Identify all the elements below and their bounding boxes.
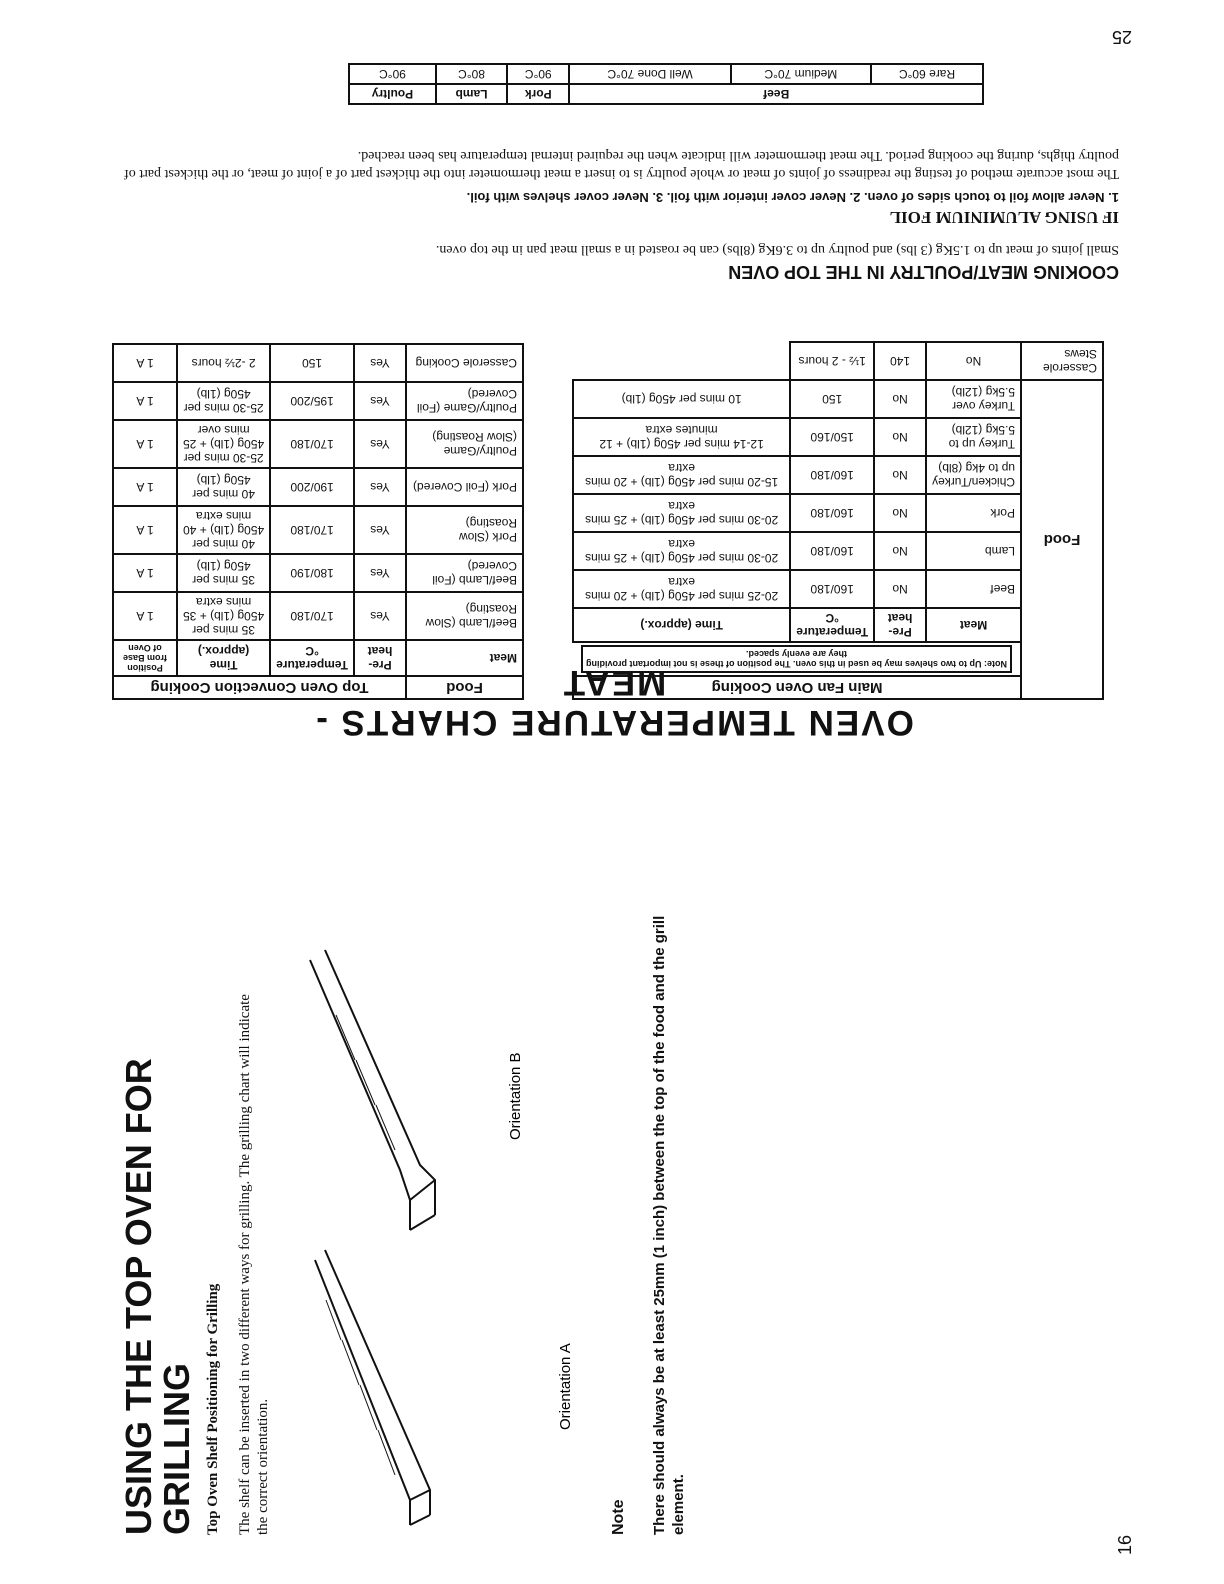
main-fan-oven-note: Note: Up to two shelves may be used in this oven. The position of these is not important providing they are evenly spaced. <box>581 645 1012 673</box>
table-row: Casserole Cooking Yes 150 2 -2½ hours 1 A <box>113 344 523 382</box>
col-time: Time (approx.) <box>573 608 790 642</box>
foil-title: IF USING ALUMINIUM FOIL <box>889 208 1119 227</box>
table-row: Poultry/Game (Slow Roasting) Yes 170/180 25-30 mins per 450g (1lb) + 25 mins over 1 A <box>113 420 523 468</box>
table-row: Turkey over 5.5kg (12lb) No 150 10 mins per 450g (1lb) <box>573 380 1103 418</box>
cooking-top-oven-title: COOKING MEAT/POULTRY IN THE TOP OVEN <box>728 262 1119 282</box>
table-row: Pork (Foil Covered) Yes 190/200 40 mins per 450g (1lb) 1 A <box>113 468 523 506</box>
shelf-orientation-diagram <box>270 790 590 1560</box>
poultry-temp: 90°C <box>349 64 436 84</box>
col-meat: Meat <box>406 640 523 676</box>
table-row: Turkey up to 5.5kg (12lb) No 150/160 12-14 mins per 450g (1lb) + 12 minutes extra <box>573 418 1103 456</box>
pork-temp: 90°C <box>507 64 569 84</box>
grilling-subtitle: Top Oven Shelf Positioning for Grilling <box>205 1283 221 1535</box>
table-row: Pork (Slow Roasting) Yes 170/180 40 mins per 450g (1lb) + 40 mins extra 1 A <box>113 506 523 554</box>
page-title: OVEN TEMPERATURE CHARTS - MEAT <box>314 663 914 742</box>
header-pork: Pork <box>507 84 569 104</box>
table-row: Pork No 160/180 20-30 mins per 450g (1lb) + 25 mins extra <box>573 494 1103 532</box>
beef-well-done: Well Done 70°C <box>569 64 730 84</box>
table-row: Casserole Stews No 140 1½ - 2 hours <box>573 342 1103 380</box>
foil-text: 1. Never allow foil to touch sides of oven. 2. Never cover interior with foil. 3. Never cover shelves with foil. <box>466 190 1119 205</box>
thermometer-text: The most accurate method of testing the readiness of joints of meat or whole poultry is to insert a meat thermometer into the thickest part of a joint of meat, or the thickest part of poultry thighs, during the cooking period. The meat thermometer will indicate when the required internal temperature has been reached. <box>124 148 1119 181</box>
col-temperature: Temperature °C <box>270 640 354 676</box>
header-lamb: Lamb <box>436 84 507 104</box>
main-fan-oven-title: Main Fan Oven Cooking <box>573 676 1021 699</box>
top-oven-title: Top Oven Convection Cooking <box>113 676 406 699</box>
col-preheat: Pre-heat <box>354 640 406 676</box>
table-row: Chicken/Turkey up to 4kg (8lb) No 160/180 15-20 mins per 450g (1lb) + 20 mins extra <box>573 456 1103 494</box>
table-row: Beef/Lamb (Foil Covered) Yes 180/190 35 mins per 450g (1lb) 1 A <box>113 554 523 592</box>
col-temperature: Temperature °C <box>790 608 874 642</box>
page-number-lower: 16 <box>1115 1534 1135 1555</box>
food-header: Food <box>1021 380 1103 699</box>
table-row: Beef/Lamb (Slow Roasting) Yes 170/180 35 mins per 450g (1lb) + 35 mins extra 1 A <box>113 592 523 640</box>
cooking-top-oven-text: Small joints of meat up to 1.5Kg (3 lbs) and poultry up to 3.6Kg (8lbs) can be roasted in a small meat pan in the top oven. <box>435 242 1119 257</box>
lower-page <box>80 790 1160 1560</box>
top-oven-food-header: Food <box>406 676 523 699</box>
header-beef: Beef <box>569 84 983 104</box>
page-number: 25 <box>1111 27 1132 47</box>
top-oven-table <box>112 343 524 700</box>
grilling-title: USING THE TOP OVEN FOR GRILLING <box>118 1058 197 1535</box>
table-row: Poultry/Game (Foil Covered) Yes 195/200 25-30 mins per 450g (1lb) 1 A <box>113 382 523 420</box>
beef-medium: Medium 70°C <box>731 64 871 84</box>
col-position: Position from Base of Oven <box>113 640 177 676</box>
col-meat: Meat <box>926 608 1021 642</box>
orientation-a-shelf <box>315 1250 430 1525</box>
note-text: There should always be at least 25mm (1 inch) between the top of the food and the grill element. <box>651 915 687 1535</box>
table-row: Beef No 160/180 20-25 mins per 450g (1lb) + 20 mins extra <box>573 570 1103 608</box>
table-row: Lamb No 160/180 20-30 mins per 450g (1lb) + 25 mins extra <box>573 532 1103 570</box>
beef-rare: Rare 60°C <box>871 64 983 84</box>
orientation-b-label: Orientation B <box>507 1052 524 1140</box>
main-fan-oven-table <box>572 341 1104 700</box>
thermometer-table <box>348 63 984 105</box>
grilling-text: The shelf can be inserted in two different ways for grilling. The grilling chart will indicate the correct orientation. <box>237 994 271 1535</box>
col-time: Time (approx.) <box>177 640 270 676</box>
orientation-a-label: Orientation A <box>557 1343 574 1430</box>
lamb-temp: 80°C <box>436 64 507 84</box>
col-preheat: Pre-heat <box>874 608 926 642</box>
orientation-b-shelf <box>310 950 435 1230</box>
header-poultry: Poultry <box>349 84 436 104</box>
note-label: Note <box>610 1499 627 1535</box>
